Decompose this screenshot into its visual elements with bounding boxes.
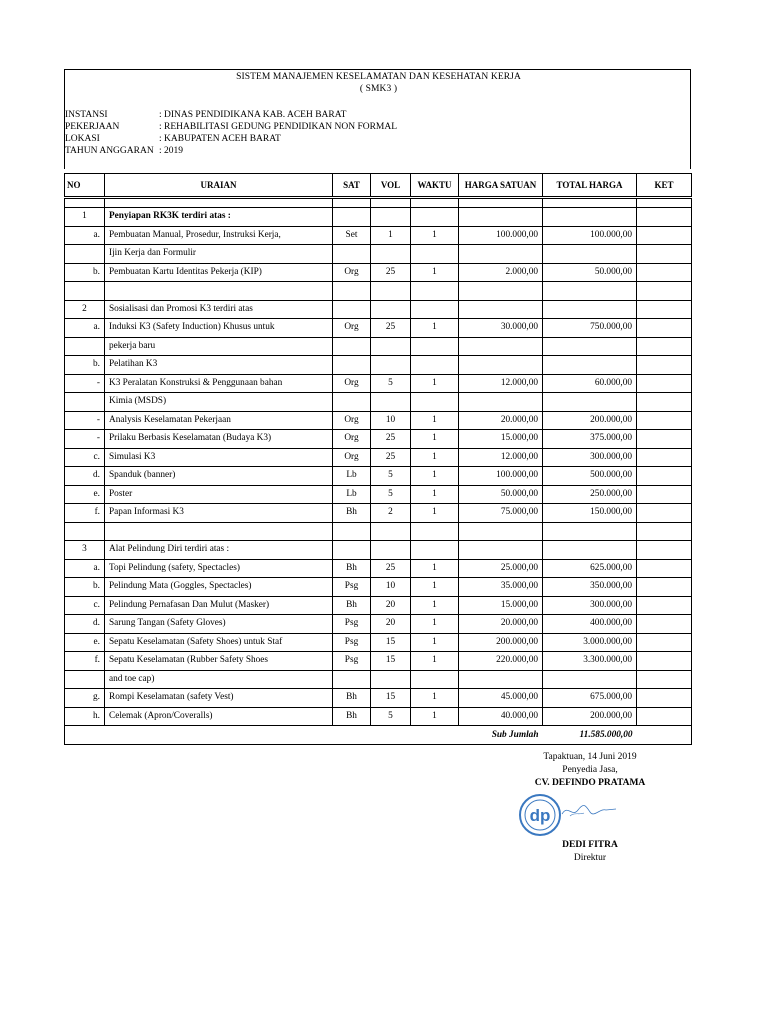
cell-vol xyxy=(371,245,411,264)
cell-harga-satuan: 12.000,00 xyxy=(459,448,543,467)
cell-vol: 5 xyxy=(371,374,411,393)
cell-no: e. xyxy=(65,633,105,652)
cell-waktu: 1 xyxy=(411,430,459,449)
cell-harga-satuan: 15.000,00 xyxy=(459,430,543,449)
cell-sat: Bh xyxy=(333,504,371,523)
cell-sat xyxy=(333,356,371,375)
cell-no: - xyxy=(65,411,105,430)
cell-waktu: 1 xyxy=(411,707,459,726)
info-label: LOKASI xyxy=(65,134,100,144)
table-row xyxy=(65,652,692,671)
cell-ket xyxy=(637,198,692,208)
cell-no xyxy=(65,393,105,412)
signature-role: Penyedia Jasa, xyxy=(562,765,618,775)
table-row xyxy=(65,559,692,578)
cell-no: d. xyxy=(65,467,105,486)
table-row xyxy=(65,707,692,726)
signatory-position: Direktur xyxy=(573,853,607,863)
cell-sat xyxy=(333,670,371,689)
cell-uraian: Kimia (MSDS) xyxy=(105,393,333,412)
table-row xyxy=(65,226,692,245)
column-header-total-harga: TOTAL HARGA xyxy=(543,174,637,198)
cell-sat: Bh xyxy=(333,707,371,726)
cell-vol xyxy=(371,541,411,560)
cell-waktu xyxy=(411,282,459,301)
cell-total-harga xyxy=(543,300,637,319)
cell-ket xyxy=(637,559,692,578)
cell-waktu: 1 xyxy=(411,485,459,504)
cell-total-harga: 200.000,00 xyxy=(543,707,637,726)
table-row xyxy=(65,596,692,615)
cell-sat: Set xyxy=(333,226,371,245)
cell-waktu: 1 xyxy=(411,689,459,708)
signature-company: CV. DEFINDO PRATAMA xyxy=(534,778,646,788)
cell-no: a. xyxy=(65,319,105,338)
cell-waktu xyxy=(411,522,459,541)
cell-uraian xyxy=(105,522,333,541)
table-row xyxy=(65,263,692,282)
subtotal-spacer xyxy=(65,726,459,745)
cell-ket xyxy=(637,374,692,393)
table-row-gap xyxy=(65,198,692,208)
cell-vol: 25 xyxy=(371,448,411,467)
table-row xyxy=(65,374,692,393)
cell-total-harga xyxy=(543,670,637,689)
cell-total-harga: 300.000,00 xyxy=(543,448,637,467)
cell-uraian: Topi Pelindung (safety, Spectacles) xyxy=(105,559,333,578)
cell-harga-satuan: 30.000,00 xyxy=(459,319,543,338)
cell-waktu: 1 xyxy=(411,226,459,245)
signature-scribble-icon xyxy=(560,800,620,822)
info-value: : REHABILITASI GEDUNG PENDIDIKAN NON FORMAL xyxy=(159,122,398,132)
cell-total-harga: 3.000.000,00 xyxy=(543,633,637,652)
cell-ket xyxy=(637,393,692,412)
cell-sat xyxy=(333,393,371,412)
cell-no xyxy=(65,282,105,301)
cell-total-harga: 750.000,00 xyxy=(543,319,637,338)
cell-sat: Lb xyxy=(333,467,371,486)
svg-text:dp: dp xyxy=(529,806,551,825)
cell-sat xyxy=(333,198,371,208)
cell-waktu: 1 xyxy=(411,652,459,671)
cell-no: e. xyxy=(65,485,105,504)
cell-sat xyxy=(333,245,371,264)
document-title: SISTEM MANAJEMEN KESELAMATAN DAN KESEHATAN KERJA xyxy=(236,72,521,82)
document-header-frame xyxy=(64,69,691,169)
cell-uraian: Sosialisasi dan Promosi K3 terdiri atas xyxy=(105,300,333,319)
cell-no: - xyxy=(65,374,105,393)
cell-ket xyxy=(637,670,692,689)
cell-uraian: pekerja baru xyxy=(105,337,333,356)
info-value: : 2019 xyxy=(159,146,184,156)
table-row xyxy=(65,356,692,375)
cell-waktu: 1 xyxy=(411,504,459,523)
cell-sat xyxy=(333,208,371,227)
column-header-ket: KET xyxy=(637,174,692,198)
cell-sat: Bh xyxy=(333,559,371,578)
cell-ket xyxy=(637,337,692,356)
table-row xyxy=(65,633,692,652)
cell-ket xyxy=(637,522,692,541)
handwritten-signature xyxy=(560,800,620,822)
cell-uraian: K3 Peralatan Konstruksi & Penggunaan bahan xyxy=(105,374,333,393)
cell-harga-satuan: 50.000,00 xyxy=(459,485,543,504)
column-header-vol: VOL xyxy=(371,174,411,198)
cell-uraian: Analysis Keselamatan Pekerjaan xyxy=(105,411,333,430)
cell-uraian: Sepatu Keselamatan (Rubber Safety Shoes xyxy=(105,652,333,671)
cell-vol: 25 xyxy=(371,319,411,338)
cell-no: b. xyxy=(65,263,105,282)
cell-ket xyxy=(637,615,692,634)
cell-uraian: Sarung Tangan (Safety Gloves) xyxy=(105,615,333,634)
cell-harga-satuan: 100.000,00 xyxy=(459,226,543,245)
table-row xyxy=(65,504,692,523)
cell-no: 3 xyxy=(65,541,105,560)
cell-vol: 5 xyxy=(371,485,411,504)
column-header-waktu: WAKTU xyxy=(411,174,459,198)
cell-vol xyxy=(371,670,411,689)
table-row xyxy=(65,319,692,338)
cell-harga-satuan xyxy=(459,245,543,264)
cell-harga-satuan: 20.000,00 xyxy=(459,615,543,634)
cell-total-harga xyxy=(543,522,637,541)
company-stamp-icon xyxy=(518,793,566,837)
cell-total-harga: 500.000,00 xyxy=(543,467,637,486)
cell-ket xyxy=(637,467,692,486)
cell-no: a. xyxy=(65,226,105,245)
cell-waktu: 1 xyxy=(411,411,459,430)
table-row xyxy=(65,245,692,264)
table-row xyxy=(65,430,692,449)
cell-waktu xyxy=(411,198,459,208)
cell-vol: 15 xyxy=(371,652,411,671)
cell-ket xyxy=(637,226,692,245)
column-header-sat: SAT xyxy=(333,174,371,198)
cell-sat xyxy=(333,282,371,301)
table-row xyxy=(65,578,692,597)
column-header-uraian: URAIAN xyxy=(105,174,333,198)
cell-uraian: Sepatu Keselamatan (Safety Shoes) untuk Staf xyxy=(105,633,333,652)
table-row xyxy=(65,541,692,560)
cell-total-harga: 300.000,00 xyxy=(543,596,637,615)
cell-sat xyxy=(333,522,371,541)
column-header-no: NO xyxy=(65,174,105,198)
cell-total-harga: 150.000,00 xyxy=(543,504,637,523)
cell-harga-satuan: 20.000,00 xyxy=(459,411,543,430)
cell-no: a. xyxy=(65,559,105,578)
cell-ket xyxy=(637,707,692,726)
cell-uraian: Pembuatan Manual, Prosedur, Instruksi Kerja, xyxy=(105,226,333,245)
cell-harga-satuan: 35.000,00 xyxy=(459,578,543,597)
cell-vol xyxy=(371,337,411,356)
cell-ket xyxy=(637,263,692,282)
cell-ket xyxy=(637,541,692,560)
cell-no: b. xyxy=(65,578,105,597)
cell-vol: 10 xyxy=(371,411,411,430)
cell-uraian: Pelatihan K3 xyxy=(105,356,333,375)
cell-ket xyxy=(637,208,692,227)
cell-harga-satuan: 2.000,00 xyxy=(459,263,543,282)
cell-ket xyxy=(637,689,692,708)
cell-total-harga xyxy=(543,245,637,264)
cell-vol: 2 xyxy=(371,504,411,523)
cell-uraian: Spanduk (banner) xyxy=(105,467,333,486)
cell-waktu xyxy=(411,245,459,264)
cell-ket xyxy=(637,596,692,615)
cell-waktu: 1 xyxy=(411,374,459,393)
cell-harga-satuan: 12.000,00 xyxy=(459,374,543,393)
cell-total-harga xyxy=(543,208,637,227)
table-row xyxy=(65,208,692,227)
cell-total-harga: 200.000,00 xyxy=(543,411,637,430)
subtotal-ket xyxy=(637,726,692,745)
cell-vol xyxy=(371,198,411,208)
cell-vol: 10 xyxy=(371,578,411,597)
cell-waktu: 1 xyxy=(411,596,459,615)
cell-harga-satuan xyxy=(459,670,543,689)
cell-no: 1 xyxy=(65,208,105,227)
cell-waktu: 1 xyxy=(411,559,459,578)
cell-waktu: 1 xyxy=(411,467,459,486)
cell-sat: Lb xyxy=(333,485,371,504)
cell-no: h. xyxy=(65,707,105,726)
cell-waktu xyxy=(411,300,459,319)
cell-ket xyxy=(637,633,692,652)
cell-no xyxy=(65,337,105,356)
cell-vol: 20 xyxy=(371,615,411,634)
cell-no: c. xyxy=(65,448,105,467)
cell-total-harga: 100.000,00 xyxy=(543,226,637,245)
cell-harga-satuan xyxy=(459,198,543,208)
cell-sat: Bh xyxy=(333,689,371,708)
cell-uraian: and toe cap) xyxy=(105,670,333,689)
cell-total-harga xyxy=(543,356,637,375)
cell-uraian: Alat Pelindung Diri terdiri atas : xyxy=(105,541,333,560)
cell-uraian: Pelindung Pernafasan Dan Mulut (Masker) xyxy=(105,596,333,615)
cell-sat xyxy=(333,337,371,356)
cell-waktu xyxy=(411,393,459,412)
cell-uraian: Poster xyxy=(105,485,333,504)
cell-ket xyxy=(637,245,692,264)
cell-no xyxy=(65,198,105,208)
cell-waktu: 1 xyxy=(411,263,459,282)
cell-total-harga: 60.000,00 xyxy=(543,374,637,393)
table-row xyxy=(65,485,692,504)
cell-harga-satuan: 220.000,00 xyxy=(459,652,543,671)
cell-uraian: Prilaku Berbasis Keselamatan (Budaya K3) xyxy=(105,430,333,449)
info-value: : KABUPATEN ACEH BARAT xyxy=(159,134,281,144)
cell-uraian: Penyiapan RK3K terdiri atas : xyxy=(105,208,333,227)
subtotal-value: 11.585.000,00 xyxy=(543,726,637,745)
cell-no: - xyxy=(65,430,105,449)
cell-sat: Psg xyxy=(333,615,371,634)
cell-total-harga xyxy=(543,393,637,412)
cell-vol: 25 xyxy=(371,430,411,449)
signature-place-date: Tapaktuan, 14 Juni 2019 xyxy=(543,752,637,762)
cell-uraian: Pembuatan Kartu Identitas Pekerja (KIP) xyxy=(105,263,333,282)
cell-ket xyxy=(637,485,692,504)
cell-harga-satuan xyxy=(459,337,543,356)
cost-table xyxy=(64,173,692,745)
cell-sat: Org xyxy=(333,448,371,467)
cell-total-harga: 250.000,00 xyxy=(543,485,637,504)
cell-harga-satuan: 200.000,00 xyxy=(459,633,543,652)
cell-vol xyxy=(371,300,411,319)
cell-uraian: Simulasi K3 xyxy=(105,448,333,467)
cell-sat: Org xyxy=(333,430,371,449)
cell-vol: 25 xyxy=(371,559,411,578)
cell-waktu: 1 xyxy=(411,615,459,634)
cell-total-harga: 625.000,00 xyxy=(543,559,637,578)
cell-harga-satuan: 75.000,00 xyxy=(459,504,543,523)
cell-harga-satuan xyxy=(459,541,543,560)
cell-no: b. xyxy=(65,356,105,375)
cell-ket xyxy=(637,282,692,301)
cell-no xyxy=(65,670,105,689)
cell-total-harga: 400.000,00 xyxy=(543,615,637,634)
cell-sat: Bh xyxy=(333,596,371,615)
cell-uraian: Papan Informasi K3 xyxy=(105,504,333,523)
cell-vol: 20 xyxy=(371,596,411,615)
cell-no: d. xyxy=(65,615,105,634)
cell-total-harga xyxy=(543,541,637,560)
cell-sat: Psg xyxy=(333,578,371,597)
table-row xyxy=(65,467,692,486)
cell-vol: 5 xyxy=(371,467,411,486)
cell-total-harga: 350.000,00 xyxy=(543,578,637,597)
cell-vol xyxy=(371,393,411,412)
table-row-blank xyxy=(65,282,692,301)
cell-uraian: Rompi Keselamatan (safety Vest) xyxy=(105,689,333,708)
cell-vol: 1 xyxy=(371,226,411,245)
cell-waktu xyxy=(411,670,459,689)
cell-ket xyxy=(637,300,692,319)
company-stamp xyxy=(518,793,566,837)
cell-ket xyxy=(637,504,692,523)
cell-sat: Psg xyxy=(333,633,371,652)
cell-vol xyxy=(371,208,411,227)
cell-total-harga xyxy=(543,198,637,208)
cell-ket xyxy=(637,430,692,449)
cell-harga-satuan: 100.000,00 xyxy=(459,467,543,486)
cell-no xyxy=(65,522,105,541)
cell-harga-satuan xyxy=(459,300,543,319)
cell-sat: Psg xyxy=(333,652,371,671)
table-row xyxy=(65,615,692,634)
cell-sat: Org xyxy=(333,319,371,338)
cell-vol: 15 xyxy=(371,689,411,708)
cell-vol: 5 xyxy=(371,707,411,726)
cell-ket xyxy=(637,652,692,671)
cell-waktu xyxy=(411,356,459,375)
cell-uraian: Pelindung Mata (Goggles, Spectacles) xyxy=(105,578,333,597)
cell-no: g. xyxy=(65,689,105,708)
cell-total-harga: 375.000,00 xyxy=(543,430,637,449)
cell-uraian: Ijin Kerja dan Formulir xyxy=(105,245,333,264)
info-value: : DINAS PENDIDIKANA KAB. ACEH BARAT xyxy=(159,110,347,120)
cell-ket xyxy=(637,578,692,597)
info-label: TAHUN ANGGARAN xyxy=(65,146,154,156)
table-row xyxy=(65,670,692,689)
cell-harga-satuan xyxy=(459,522,543,541)
cell-uraian xyxy=(105,198,333,208)
cell-harga-satuan: 40.000,00 xyxy=(459,707,543,726)
cell-ket xyxy=(637,448,692,467)
cell-no: 2 xyxy=(65,300,105,319)
table-row xyxy=(65,411,692,430)
cell-vol xyxy=(371,356,411,375)
cell-uraian: Celemak (Apron/Coveralls) xyxy=(105,707,333,726)
cell-harga-satuan xyxy=(459,282,543,301)
cell-harga-satuan: 25.000,00 xyxy=(459,559,543,578)
cell-no xyxy=(65,245,105,264)
column-header-harga-satuan: HARGA SATUAN xyxy=(459,174,543,198)
table-row-blank xyxy=(65,522,692,541)
cell-total-harga xyxy=(543,282,637,301)
cell-waktu: 1 xyxy=(411,578,459,597)
cell-vol: 25 xyxy=(371,263,411,282)
table-row xyxy=(65,689,692,708)
cell-ket xyxy=(637,411,692,430)
cell-total-harga: 50.000,00 xyxy=(543,263,637,282)
cell-no: c. xyxy=(65,596,105,615)
cell-harga-satuan: 45.000,00 xyxy=(459,689,543,708)
cell-vol xyxy=(371,282,411,301)
cell-harga-satuan xyxy=(459,208,543,227)
cell-total-harga xyxy=(543,337,637,356)
table-header-row xyxy=(65,174,692,198)
cell-harga-satuan xyxy=(459,356,543,375)
cell-harga-satuan: 15.000,00 xyxy=(459,596,543,615)
cell-harga-satuan xyxy=(459,393,543,412)
signatory-name: DEDI FITRA xyxy=(562,840,618,850)
cell-waktu xyxy=(411,337,459,356)
subtotal-row xyxy=(65,726,692,745)
table-row xyxy=(65,337,692,356)
cell-sat: Org xyxy=(333,411,371,430)
cell-total-harga: 3.300.000,00 xyxy=(543,652,637,671)
cell-no: f. xyxy=(65,504,105,523)
cell-uraian: Induksi K3 (Safety Induction) Khusus untuk xyxy=(105,319,333,338)
cell-waktu: 1 xyxy=(411,633,459,652)
cell-sat: Org xyxy=(333,374,371,393)
cell-vol xyxy=(371,522,411,541)
cell-vol: 15 xyxy=(371,633,411,652)
cell-waktu: 1 xyxy=(411,319,459,338)
cell-sat xyxy=(333,300,371,319)
cell-waktu: 1 xyxy=(411,448,459,467)
cell-total-harga: 675.000,00 xyxy=(543,689,637,708)
cell-no: f. xyxy=(65,652,105,671)
table-row xyxy=(65,393,692,412)
cell-waktu xyxy=(411,208,459,227)
subtotal-label: Sub Jumlah xyxy=(459,726,543,745)
document-subtitle: ( SMK3 ) xyxy=(359,84,398,94)
cell-sat xyxy=(333,541,371,560)
table-row xyxy=(65,300,692,319)
cell-ket xyxy=(637,319,692,338)
info-label: INSTANSI xyxy=(65,110,108,120)
info-label: PEKERJAAN xyxy=(65,122,120,132)
cell-waktu xyxy=(411,541,459,560)
cell-ket xyxy=(637,356,692,375)
cell-sat: Org xyxy=(333,263,371,282)
cell-uraian xyxy=(105,282,333,301)
table-row xyxy=(65,448,692,467)
